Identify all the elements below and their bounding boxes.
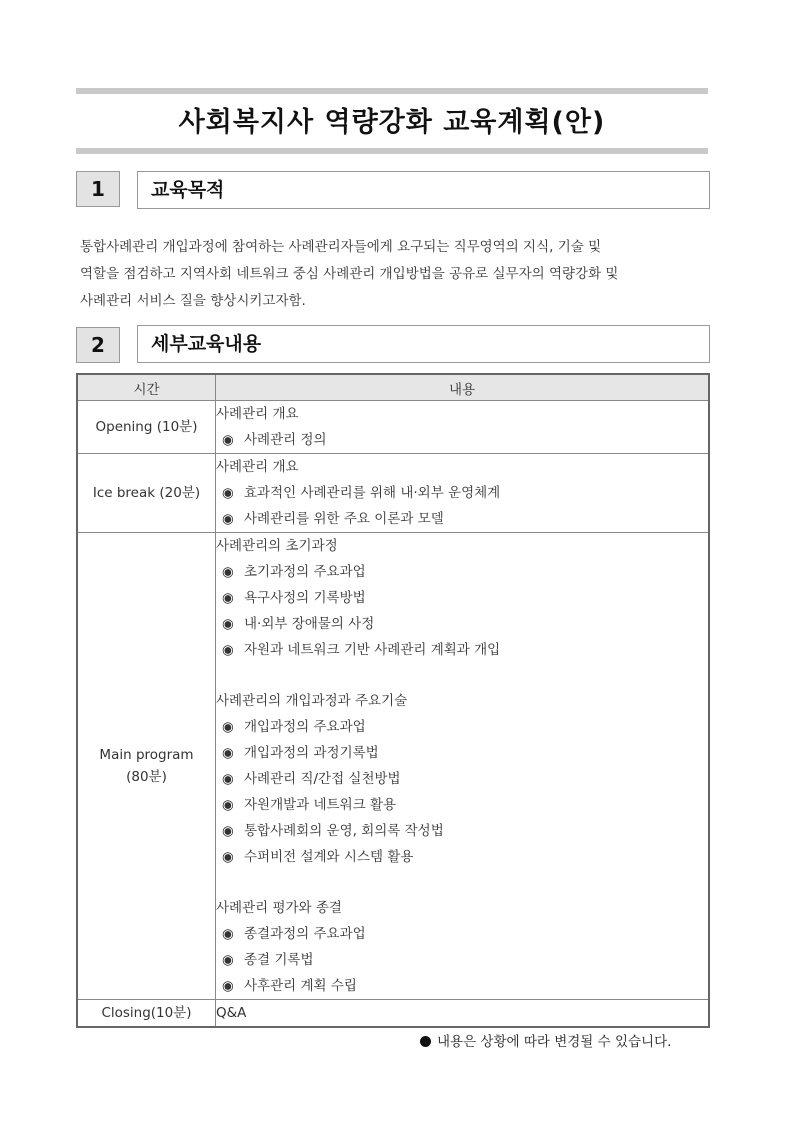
document-title: 사회복지사 역량강화 교육계획(안) bbox=[178, 107, 606, 138]
list-item bbox=[216, 973, 708, 999]
list-item-text: 내·외부 장애물의 사정 bbox=[244, 616, 375, 632]
bullet-dot-icon bbox=[420, 1036, 431, 1047]
list-item bbox=[216, 921, 708, 947]
list-item bbox=[216, 792, 708, 818]
list-item bbox=[216, 844, 708, 870]
radio-bullet-icon: ◉ bbox=[222, 952, 234, 968]
list-item bbox=[216, 427, 708, 453]
radio-bullet-icon: ◉ bbox=[222, 432, 234, 448]
radio-bullet-icon: ◉ bbox=[222, 642, 234, 658]
purpose-line: 사례관리 서비스 질을 향상시키고자함. bbox=[80, 293, 306, 309]
content-cell bbox=[216, 1000, 710, 1028]
time-cell bbox=[77, 1000, 216, 1028]
time-cell bbox=[77, 533, 216, 1000]
radio-bullet-icon: ◉ bbox=[222, 797, 234, 813]
table-row bbox=[77, 533, 709, 1000]
group-heading: 사례관리 평가와 종결 bbox=[216, 900, 342, 916]
group-heading: 사례관리 개요 bbox=[216, 406, 299, 422]
header-time: 시간 bbox=[77, 374, 216, 401]
time-label: Closing(10분) bbox=[101, 1005, 192, 1021]
list-item bbox=[216, 766, 708, 792]
list-item bbox=[216, 559, 708, 585]
list-item-text: 개입과정의 주요과업 bbox=[244, 719, 366, 735]
section-1-title: 교육목적 bbox=[137, 171, 710, 209]
content-cell bbox=[216, 401, 710, 454]
purpose-text bbox=[80, 234, 705, 315]
time-cell bbox=[77, 401, 216, 454]
time-label: Opening (10분) bbox=[95, 419, 198, 435]
content-cell bbox=[216, 533, 710, 1000]
list-item bbox=[216, 611, 708, 637]
change-notice bbox=[420, 1030, 671, 1050]
schedule-table bbox=[76, 373, 710, 1028]
header-content: 내용 bbox=[216, 374, 710, 401]
list-item-text: 사례관리를 위한 주요 이론과 모델 bbox=[244, 511, 444, 527]
radio-bullet-icon: ◉ bbox=[222, 590, 234, 606]
content-cell bbox=[216, 454, 710, 533]
list-item-text: 욕구사정의 기록방법 bbox=[244, 590, 366, 606]
list-item bbox=[216, 637, 708, 663]
group-spacer bbox=[216, 663, 708, 688]
list-item bbox=[216, 740, 708, 766]
content-text: Q&A bbox=[216, 1005, 247, 1021]
title-bottom-rule bbox=[76, 148, 708, 154]
radio-bullet-icon: ◉ bbox=[222, 823, 234, 839]
list-item-text: 자원과 네트워크 기반 사례관리 계획과 개입 bbox=[244, 642, 501, 658]
time-label: Ice break (20분) bbox=[92, 485, 201, 501]
radio-bullet-icon: ◉ bbox=[222, 978, 234, 994]
list-item-text: 종결 기록법 bbox=[244, 952, 314, 968]
table-header-row bbox=[77, 374, 709, 401]
radio-bullet-icon: ◉ bbox=[222, 511, 234, 527]
list-item-text: 수퍼비전 설계와 시스템 활용 bbox=[244, 849, 414, 865]
list-item-text: 효과적인 사례관리를 위해 내·외부 운영체계 bbox=[244, 485, 501, 501]
list-item-text: 개입과정의 과정기록법 bbox=[244, 745, 379, 761]
table-row bbox=[77, 1000, 709, 1028]
list-item bbox=[216, 480, 708, 506]
section-2-number: 2 bbox=[76, 327, 120, 363]
table-row bbox=[77, 401, 709, 454]
time-cell bbox=[77, 454, 216, 533]
list-item-text: 자원개발과 네트워크 활용 bbox=[244, 797, 397, 813]
list-item bbox=[216, 585, 708, 611]
list-item-text: 사후관리 계획 수립 bbox=[244, 978, 357, 994]
list-item-text: 사례관리 직/간접 실천방법 bbox=[244, 771, 401, 787]
list-item bbox=[216, 947, 708, 973]
section-1-number: 1 bbox=[76, 171, 120, 207]
time-duration: (80분) bbox=[126, 769, 167, 785]
list-item-text: 사례관리 정의 bbox=[244, 432, 327, 448]
radio-bullet-icon: ◉ bbox=[222, 745, 234, 761]
group-heading: 사례관리 개요 bbox=[216, 459, 299, 475]
group-spacer bbox=[216, 870, 708, 895]
section-2-title: 세부교육내용 bbox=[137, 325, 710, 363]
list-item-text: 초기과정의 주요과업 bbox=[244, 564, 366, 580]
group-heading: 사례관리의 초기과정 bbox=[216, 538, 338, 554]
change-notice-text: 내용은 상황에 따라 변경될 수 있습니다. bbox=[437, 1034, 672, 1050]
list-item bbox=[216, 818, 708, 844]
table-row bbox=[77, 454, 709, 533]
list-item bbox=[216, 714, 708, 740]
purpose-line: 통합사례관리 개입과정에 참여하는 사례관리자들에게 요구되는 직무영역의 지식, 기술 및 bbox=[80, 239, 602, 255]
group-heading: 사례관리의 개입과정과 주요기술 bbox=[216, 693, 408, 709]
purpose-line: 역할을 점검하고 지역사회 네트워크 중심 사례관리 개입방법을 공유로 실무자의 역량강화 및 bbox=[80, 266, 619, 282]
radio-bullet-icon: ◉ bbox=[222, 849, 234, 865]
time-label: Main program bbox=[99, 747, 194, 763]
radio-bullet-icon: ◉ bbox=[222, 719, 234, 735]
radio-bullet-icon: ◉ bbox=[222, 926, 234, 942]
list-item-text: 통합사례회의 운영, 회의록 작성법 bbox=[244, 823, 444, 839]
list-item-text: 종결과정의 주요과업 bbox=[244, 926, 366, 942]
radio-bullet-icon: ◉ bbox=[222, 564, 234, 580]
radio-bullet-icon: ◉ bbox=[222, 616, 234, 632]
radio-bullet-icon: ◉ bbox=[222, 771, 234, 787]
title-top-rule bbox=[76, 88, 708, 94]
radio-bullet-icon: ◉ bbox=[222, 485, 234, 501]
list-item bbox=[216, 506, 708, 532]
